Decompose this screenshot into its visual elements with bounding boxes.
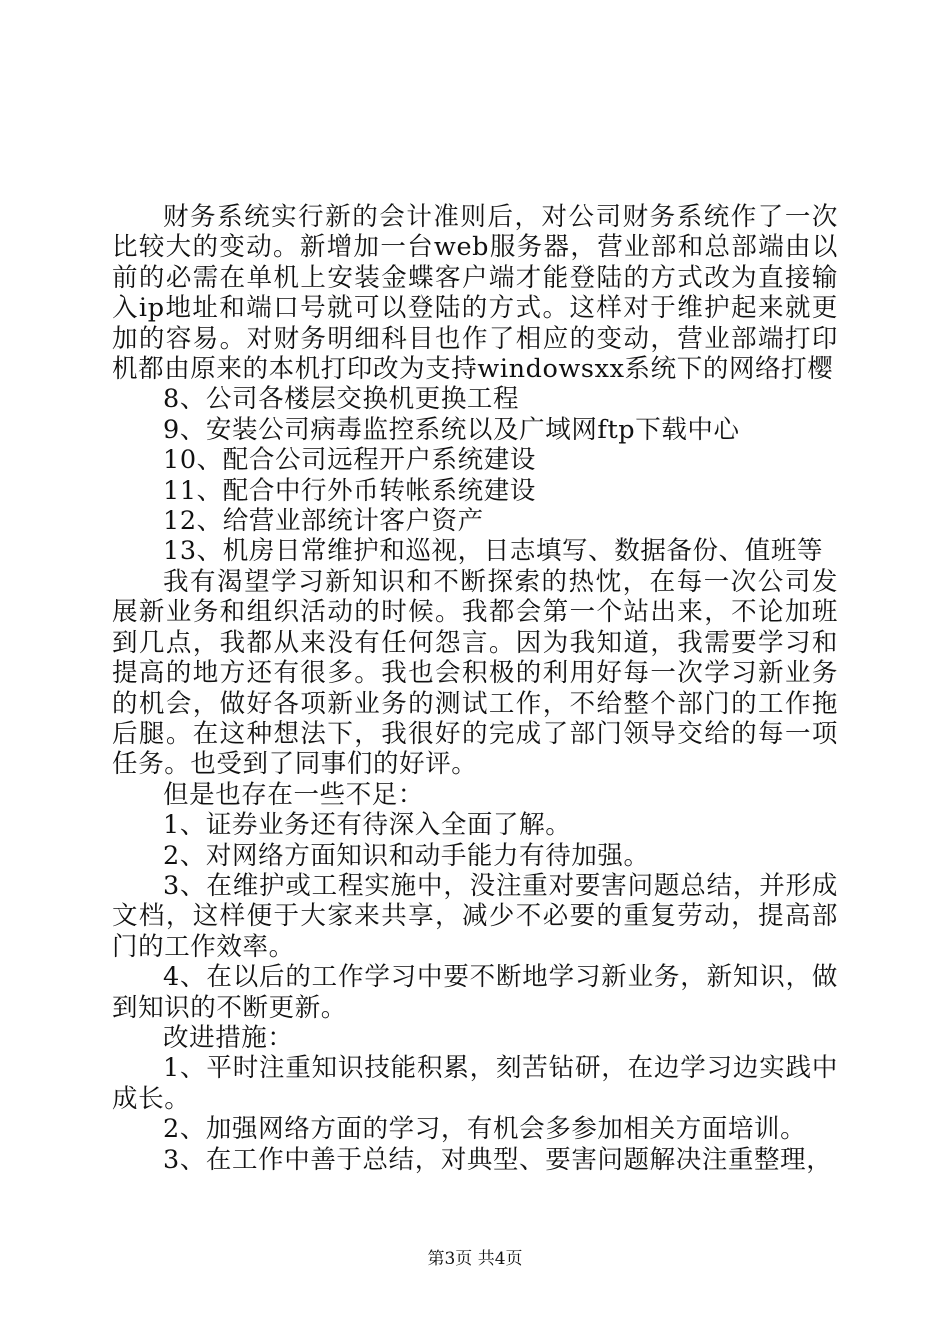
document-body	[112, 202, 838, 1175]
list-item: 2、对网络方面知识和动手能力有待加强。	[163, 840, 650, 871]
list-item: 3、在工作中善于总结，对典型、要害问题解决注重整理，	[163, 1144, 833, 1175]
paragraph-learning: 我有渴望学习新知识和不断探索的热忱，在每一次公司发展新业务和组织活动的时候。我都会第一个站出来，不论加班到几点，我都从来没有任何怨言。因为我知道，我需要学习和提高的地方还有很多。我也会积极的利用好每一次学习新业务的机会，做好各项新业务的测试工作，不给整个部门的工作拖后腿。在这种想法下，我很好的完成了部门领导交给的每一项任务。也受到了同事们的好评。	[112, 566, 838, 780]
list-item: 9、安装公司病毒监控系统以及广域网ftp下载中心	[163, 414, 740, 445]
paragraph-finance-system: 财务系统实行新的会计准则后，对公司财务系统作了一次比较大的变动。新增加一台web服务器，营业部和总部端由以前的必需在单机上安装金蝶客户端才能登陆的方式改为直接输入ip地址和端口号就可以登陆的方式。这样对于维护起来就更加的容易。对财务明细科目也作了相应的变动，营业部端打印机都由原来的本机打印改为支持windowsxx系统下的网络打樱	[112, 202, 838, 385]
list-item: 12、给营业部统计客户资产	[163, 506, 484, 537]
improvements-heading: 改进措施：	[163, 1022, 294, 1053]
list-item: 1、证券业务还有待深入全面了解。	[163, 810, 572, 841]
list-item: 3、在维护或工程实施中，没注重对要害问题总结，并形成文档，这样便于大家来共享，减少不必要的重复劳动，提高部门的工作效率。	[112, 870, 838, 962]
shortcomings-heading: 但是也存在一些不足：	[163, 779, 425, 810]
list-item: 1、平时注重知识技能积累，刻苦钻研，在边学习边实践中成长。	[112, 1053, 838, 1114]
page-number-footer: 第3页 共4页	[427, 1249, 523, 1269]
list-item: 8、公司各楼层交换机更换工程	[163, 384, 520, 415]
list-item: 11、配合中行外币转帐系统建设	[163, 475, 536, 506]
list-item: 10、配合公司远程开户系统建设	[163, 445, 536, 476]
list-item: 13、机房日常维护和巡视，日志填写、数据备份、值班等	[163, 536, 824, 567]
list-item: 2、加强网络方面的学习，有机会多参加相关方面培训。	[163, 1114, 807, 1145]
list-item: 4、在以后的工作学习中要不断地学习新业务，新知识，做到知识的不断更新。	[112, 962, 838, 1023]
